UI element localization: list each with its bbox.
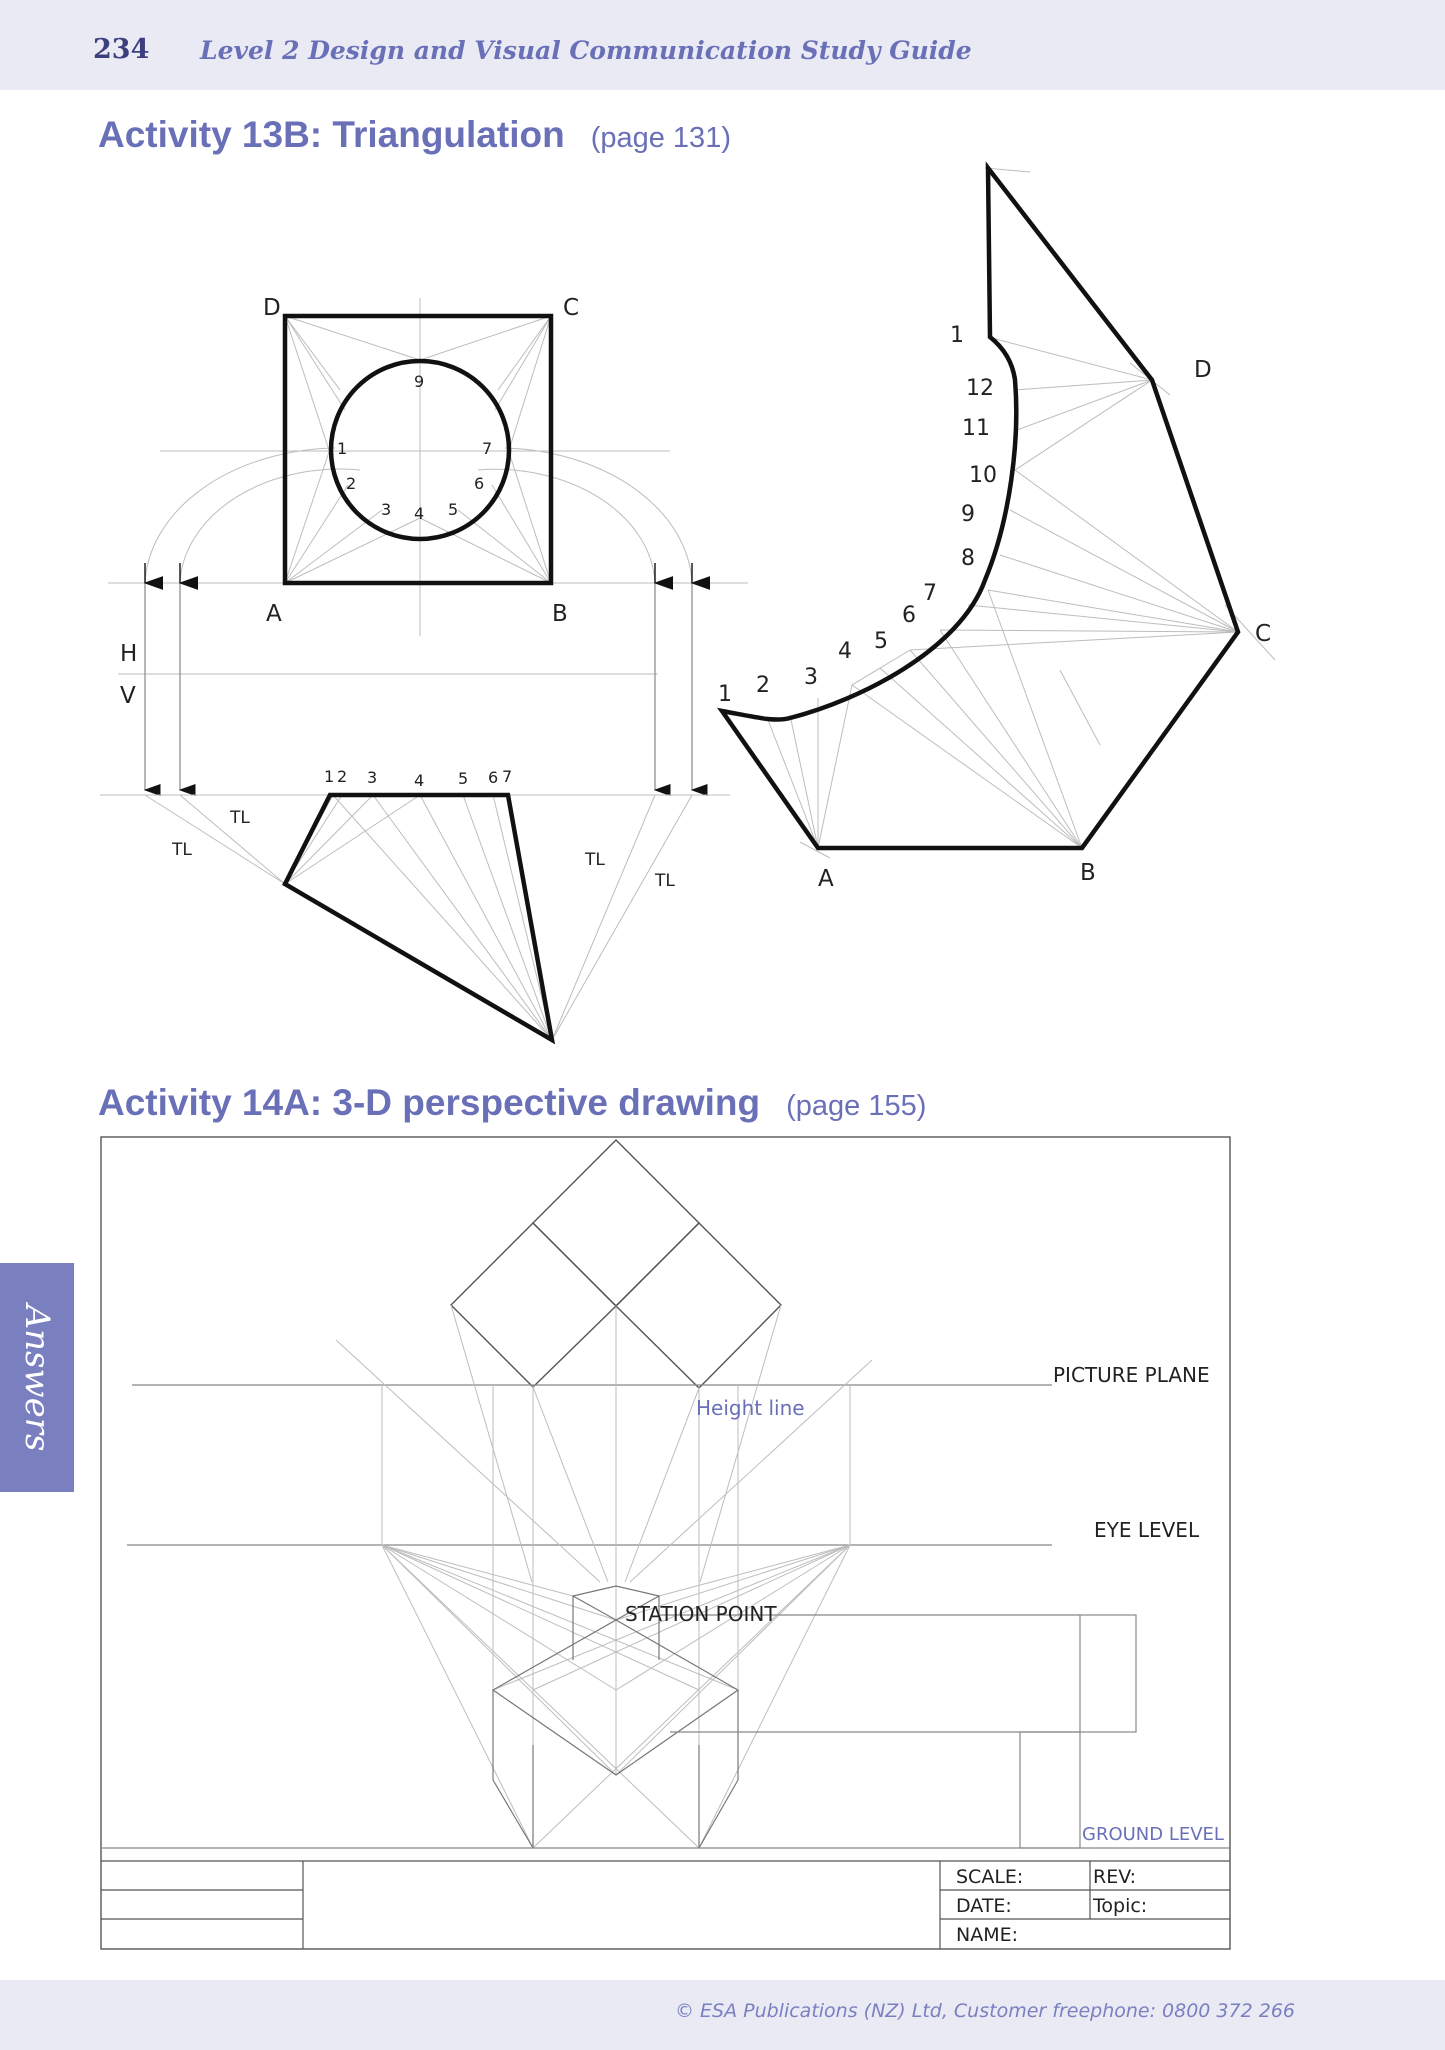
dev-point-8: 8: [961, 546, 975, 571]
tl-label-1: TL: [230, 808, 250, 828]
elevation-point-5: 5: [458, 769, 469, 788]
answers-side-tab: [0, 1263, 74, 1492]
plan-label-a: A: [266, 601, 282, 627]
label-v: V: [120, 683, 136, 709]
circle-point-5: 5: [448, 500, 459, 519]
dev-corner-a: A: [818, 866, 834, 892]
drawing-frame: [101, 1137, 1230, 1949]
book-title: Level 2 Design and Visual Communication Study Guide: [200, 36, 972, 65]
title-block-topic: Topic:: [1093, 1895, 1148, 1917]
plan-label-c: C: [563, 295, 580, 321]
tl-label-4: TL: [655, 871, 675, 891]
circle-point-1: 1: [337, 439, 348, 458]
activity-14a-title: Activity 14A: 3-D perspective drawing: [98, 1082, 761, 1123]
development-outline: [722, 168, 1238, 848]
footer-copyright: © ESA Publications (NZ) Ltd, Customer freephone: 0800 372 266: [674, 2000, 1295, 2022]
perspective-drawing: [101, 1137, 1230, 1949]
circle-point-2: 2: [346, 474, 357, 493]
triangulation-development: [718, 168, 1275, 892]
elevation-point-2: 2: [337, 767, 348, 786]
dev-corner-b: B: [1080, 860, 1096, 886]
ground-level-label: GROUND LEVEL: [1082, 1824, 1224, 1845]
tl-label-2: TL: [172, 840, 192, 860]
dev-point-6: 6: [902, 603, 916, 628]
dev-point-7: 7: [923, 581, 937, 606]
elevation-point-3: 3: [367, 768, 378, 787]
eye-level-label: EYE LEVEL: [1094, 1518, 1200, 1542]
plan-label-b: B: [552, 601, 568, 627]
dev-point-12: 12: [966, 376, 994, 401]
elevation-point-7: 7: [502, 767, 513, 786]
dev-point-11: 11: [962, 416, 990, 441]
activity-13b-page-ref: (page 131): [590, 122, 731, 154]
page-number: 234: [93, 34, 150, 65]
title-block-rev: REV:: [1093, 1866, 1137, 1888]
circle-point-4: 4: [414, 504, 425, 523]
dev-point-1: 1: [718, 682, 732, 707]
dev-corner-c: C: [1255, 621, 1272, 647]
circle-point-7: 7: [482, 439, 493, 458]
triangulation-elevation: [100, 767, 730, 1040]
dev-point-10: 10: [969, 463, 997, 488]
plan-label-d: D: [263, 295, 281, 321]
circle-point-6: 6: [474, 474, 485, 493]
answers-tab-label: Answers: [17, 1304, 57, 1451]
elevation-point-4: 4: [414, 771, 425, 790]
dev-point-3: 3: [804, 665, 818, 690]
title-block-date: DATE:: [956, 1895, 1012, 1917]
station-point-label: STATION POINT: [625, 1602, 777, 1626]
elevation-outline: [285, 795, 552, 1040]
height-line-label: Height line: [696, 1396, 805, 1420]
dev-point-2: 2: [756, 673, 770, 698]
activity-14a-page-ref: (page 155): [786, 1090, 927, 1122]
dev-corner-d: D: [1194, 357, 1212, 383]
label-h: H: [120, 641, 138, 667]
title-block: [101, 1861, 1230, 1949]
dev-point-5: 5: [874, 629, 888, 654]
tl-label-3: TL: [585, 850, 605, 870]
circle-point-9: 9: [414, 372, 425, 391]
title-block-name: NAME:: [956, 1924, 1019, 1946]
circle-point-3: 3: [381, 500, 392, 519]
activity-13b-title: Activity 13B: Triangulation: [98, 114, 565, 155]
dev-point-4: 4: [838, 639, 852, 664]
elevation-point-1: 1: [324, 767, 335, 786]
triangulation-plan: [108, 295, 748, 790]
picture-plane-label: PICTURE PLANE: [1053, 1363, 1210, 1387]
title-block-scale: SCALE:: [956, 1866, 1024, 1888]
dev-point-9: 9: [961, 502, 975, 527]
elevation-point-6: 6: [488, 768, 499, 787]
dev-point-1-top: 1: [950, 323, 964, 348]
